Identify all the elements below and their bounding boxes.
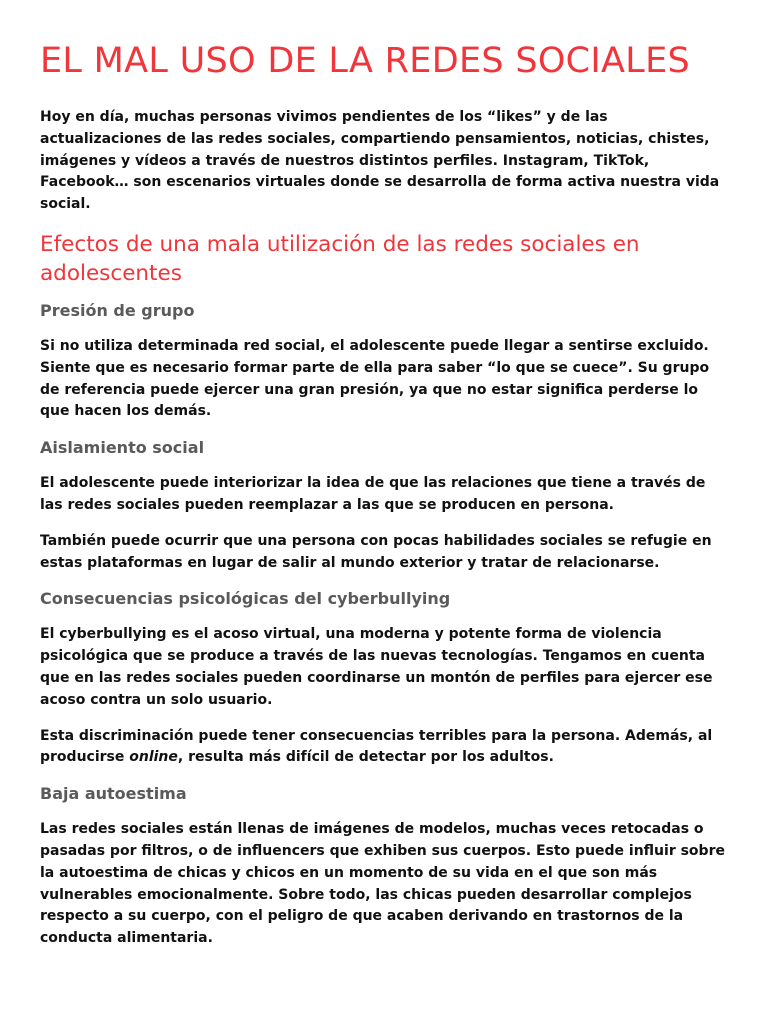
page-title: EL MAL USO DE LA REDES SOCIALES xyxy=(40,41,691,81)
section-heading: Efectos de una mala utilización de las redes sociales en adolescentes xyxy=(40,231,640,286)
paragraph-text-after: , resulta más difícil de detectar por los adultos. xyxy=(177,749,554,766)
subheading-baja-autoestima: Baja autoestima xyxy=(40,784,187,804)
subheading-cyberbullying: Consecuencias psicológicas del cyberbullying xyxy=(40,589,451,609)
paragraph-text-before: Esta discriminación puede tener consecuencias terribles para la persona. Además, al producirse xyxy=(40,727,713,766)
intro-paragraph: Hoy en día, muchas personas vivimos pendientes de los “likes” y de las actualizaciones de las redes sociales, compartiendo pensamientos, noticias, chistes, imágenes y vídeos a través de nuestros distintos perfiles. Instagram, TikTok, Facebook… son escenarios virtuales donde se desarrolla de forma activa nuestra vida social. xyxy=(40,109,720,213)
paragraph-cyberbullying-1: El cyberbullying es el acoso virtual, una moderna y potente forma de violencia psicológica que se produce a través de las nuevas tecnologías. Tengamos en cuenta que en las redes sociales pueden coordinarse un montón de perfiles para ejercer ese acoso contra un solo usuario. xyxy=(40,626,713,708)
subheading-presion-de-grupo: Presión de grupo xyxy=(40,300,195,320)
subheading-aislamiento-social: Aislamiento social xyxy=(40,438,205,458)
italic-online: online xyxy=(129,749,178,766)
paragraph-aislamiento-1: El adolescente puede interiorizar la idea de que las relaciones que tiene a través de las redes sociales pueden reemplazar a las que se producen en persona. xyxy=(40,475,706,513)
paragraph-cyberbullying-2 xyxy=(40,726,730,770)
paragraph-presion-de-grupo: Si no utiliza determinada red social, el adolescente puede llegar a sentirse excluido. Siente que es necesario formar parte de ella para saber “lo que se cuece”. Su grupo de referencia puede ejercer una gran presión, ya que no estar significa perderse lo que hacen los demás. xyxy=(40,337,710,420)
paragraph-aislamiento-2: También puede ocurrir que una persona con pocas habilidades sociales se refugie en estas plataformas en lugar de salir al mundo exterior y tratar de relacionarse. xyxy=(40,532,712,571)
paragraph-baja-autoestima: Las redes sociales están llenas de imágenes de modelos, muchas veces retocadas o pasadas por filtros, o de influencers que exhiben sus cuerpos. Esto puede influir sobre la autoestima de chicas y chicos en un momento de su vida en el que son más vulnerables emocionalmente. Sobre todo, las chicas pueden desarrollar complejos respecto a su cuerpo, con el peligro de que acaben derivando en trastornos de la conducta alimentaria. xyxy=(40,821,725,947)
